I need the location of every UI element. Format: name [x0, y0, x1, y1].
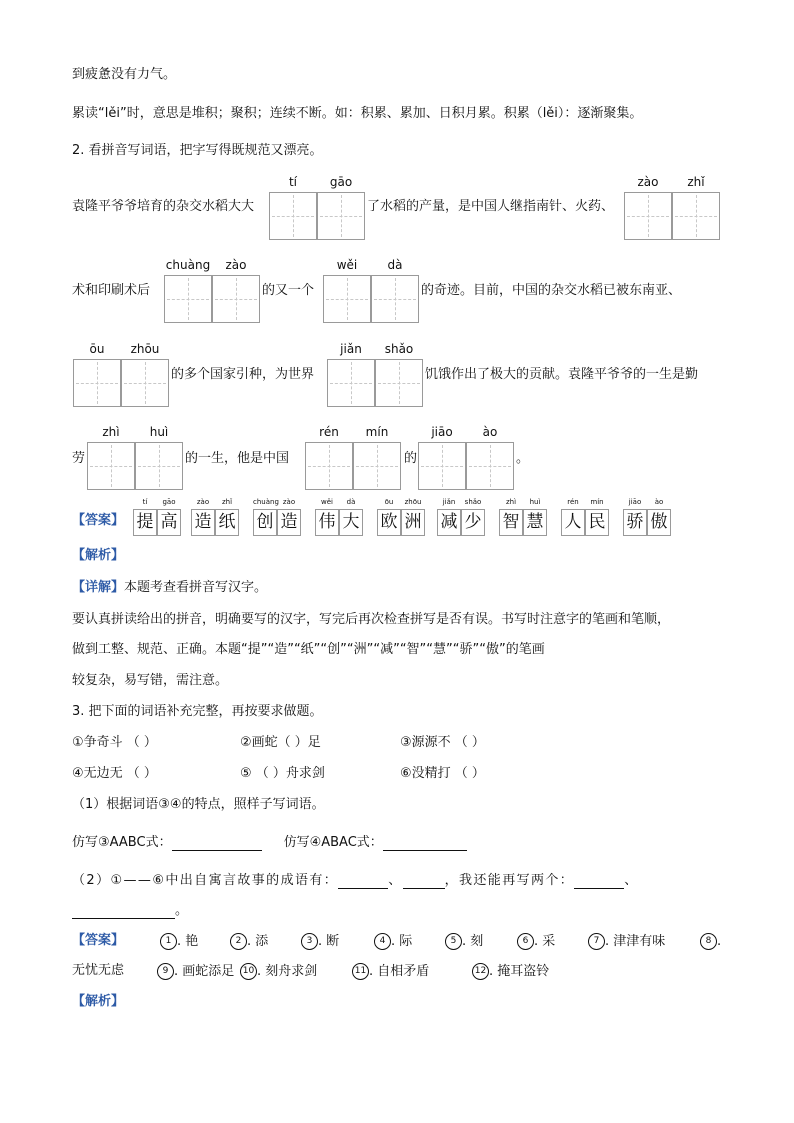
word-item: ③源源不 （ ）: [400, 735, 485, 750]
answer-pinyin: zhì: [505, 498, 517, 506]
blank-line-row: [72, 903, 188, 919]
answer-char: 大: [339, 509, 363, 536]
answer-char: 洲: [401, 509, 425, 536]
writing-box[interactable]: [305, 442, 353, 490]
sub-question-2-text: （2）①——⑥中出自寓言故事的成语有：: [72, 873, 339, 888]
text-line: 累读“lěi”时，意思是堆积；聚积；连续不断。如：积累、累加、日积月累。积累（lěi）：逐渐聚集。: [72, 106, 643, 121]
answer-pinyin: tí: [142, 498, 148, 506]
writing-box[interactable]: [73, 359, 121, 407]
circled-number: 10: [240, 963, 257, 980]
circled-number: 3: [301, 933, 318, 950]
answer-char: 造: [191, 509, 215, 536]
circled-number: 9: [157, 963, 174, 980]
text-line: 的: [404, 451, 418, 466]
blank-line[interactable]: [574, 874, 624, 889]
text-line: 的奇迹。目前，中国的杂交水稻已被东南亚、: [421, 283, 682, 298]
pinyin-label: jiāo: [431, 425, 453, 439]
pinyin-label: ōu: [89, 342, 105, 356]
answer-char: 减: [437, 509, 461, 536]
circled-number: 4: [374, 933, 391, 950]
answer-pinyin: zào: [282, 498, 296, 506]
q3-answer-text: .: [717, 934, 722, 949]
answer-pinyin: rén: [567, 498, 579, 506]
writing-box[interactable]: [121, 359, 169, 407]
q3-answer-text: 无忧无虑: [72, 963, 125, 978]
writing-box[interactable]: [624, 192, 672, 240]
pinyin-label: mín: [365, 425, 389, 439]
blank-line[interactable]: [72, 904, 175, 919]
circled-number: 8: [700, 933, 717, 950]
q3-answer-item: [588, 933, 665, 950]
pinyin-label: gāo: [329, 175, 353, 189]
text-line: 。: [516, 451, 530, 466]
pinyin-label: chuàng: [165, 258, 211, 272]
circled-number: 6: [517, 933, 534, 950]
q3-answer-item: [700, 933, 721, 950]
circled-number: 11: [352, 963, 369, 980]
q3-answer-text: . 掩耳盗铃: [489, 964, 550, 979]
analysis-label: 【解析】: [72, 548, 125, 563]
answer-pinyin: zhōu: [404, 498, 422, 506]
answer-pinyin: jiǎn: [442, 498, 456, 506]
circled-number: 2: [230, 933, 247, 950]
answer-pinyin: chuàng: [253, 498, 279, 506]
period: 。: [175, 903, 189, 918]
writing-box[interactable]: [87, 442, 135, 490]
sub-question-2-text: ，我还能再写两个：: [444, 873, 575, 888]
q3-answer-item: [157, 963, 234, 980]
q3-answer-text: . 际: [391, 934, 413, 949]
writing-box[interactable]: [353, 442, 401, 490]
circled-number: 12: [472, 963, 489, 980]
answer-pinyin: gāo: [162, 498, 176, 506]
text-line: 要认真拼读给出的拼音，明确要写的汉字，写完后再次检查拼写是否有误。书写时注意字的笔画和笔顺，: [72, 612, 671, 627]
answer-char: 少: [461, 509, 485, 536]
word-item: ①争奇斗 （ ）: [72, 735, 157, 750]
writing-box[interactable]: [672, 192, 720, 240]
q3-answer-text: . 艳: [177, 934, 199, 949]
answer-pinyin: dà: [346, 498, 356, 506]
writing-box[interactable]: [466, 442, 514, 490]
pinyin-label: shǎo: [384, 342, 414, 356]
writing-box[interactable]: [418, 442, 466, 490]
question-3-title: 3. 把下面的词语补充完整，再按要求做题。: [72, 704, 323, 719]
text-line: 袁隆平爷爷培育的杂交水稻大大: [72, 199, 255, 214]
answer-char: 欧: [377, 509, 401, 536]
writing-box[interactable]: [212, 275, 260, 323]
q3-answer-item: [160, 933, 198, 950]
writing-box[interactable]: [371, 275, 419, 323]
answer-label: 【答案】: [72, 933, 125, 948]
answer-char: 创: [253, 509, 277, 536]
pinyin-label: zhōu: [130, 342, 160, 356]
writing-box[interactable]: [135, 442, 183, 490]
q3-answer-item: [374, 933, 412, 950]
q3-answer-text: . 刻: [462, 934, 484, 949]
detail-text: 本题考查看拼音写汉字。: [124, 580, 268, 595]
q3-answer-text: . 津津有味: [605, 934, 666, 949]
q3-answer-text: . 断: [318, 934, 340, 949]
writing-box[interactable]: [269, 192, 317, 240]
answer-char: 智: [499, 509, 523, 536]
answer-pinyin: wěi: [321, 498, 333, 506]
answer-pinyin: zào: [196, 498, 210, 506]
pinyin-label: wěi: [336, 258, 358, 272]
pinyin-label: rén: [319, 425, 339, 439]
writing-box[interactable]: [317, 192, 365, 240]
q3-answer-text: . 自相矛盾: [369, 964, 430, 979]
answer-pinyin: ōu: [384, 498, 394, 506]
q3-answer-item: [352, 963, 429, 980]
imitation-line: [72, 835, 467, 851]
answer-pinyin: zhǐ: [221, 498, 233, 506]
q3-answer-item: [517, 933, 555, 950]
detail-line: [72, 580, 267, 596]
q3-answer-item: [72, 963, 124, 979]
pinyin-label: ào: [482, 425, 498, 439]
writing-box[interactable]: [327, 359, 375, 407]
answer-char: 伟: [315, 509, 339, 536]
q3-answer-item: [240, 963, 317, 980]
pinyin-label: zào: [225, 258, 247, 272]
q3-answer-text: . 添: [247, 934, 269, 949]
imitation-label: 仿写③AABC式：: [72, 835, 172, 850]
text-line: 了水稻的产量，是中国人继指南针、火药、: [367, 199, 615, 214]
q3-answer-item: [230, 933, 268, 950]
q3-answer-item: [472, 963, 549, 980]
circled-number: 1: [160, 933, 177, 950]
text-line: 的多个国家引种，为世界: [171, 367, 315, 382]
blank-line[interactable]: [172, 836, 262, 851]
answer-label: 【答案】: [72, 513, 125, 528]
pinyin-label: jiǎn: [340, 342, 362, 356]
answer-pinyin: shǎo: [464, 498, 482, 506]
answer-char: 慧: [523, 509, 547, 536]
pinyin-label: dà: [387, 258, 403, 272]
answer-char: 高: [157, 509, 181, 536]
answer-char: 纸: [215, 509, 239, 536]
blank-line[interactable]: [383, 836, 467, 851]
q3-answer-text: . 画蛇添足: [174, 964, 235, 979]
writing-box[interactable]: [323, 275, 371, 323]
q3-answer-text: . 刻舟求剑: [257, 964, 318, 979]
answer-pinyin: mín: [590, 498, 604, 506]
pinyin-label: tí: [288, 175, 298, 189]
text-line: 较复杂，易写错，需注意。: [72, 673, 229, 688]
word-item: ④无边无 （ ）: [72, 766, 157, 781]
writing-box[interactable]: [375, 359, 423, 407]
sub-question-1: （1）根据词语③④的特点，照样子写词语。: [72, 797, 325, 812]
separator: 、: [388, 873, 403, 888]
answer-char: 民: [585, 509, 609, 536]
pinyin-label: zào: [637, 175, 659, 189]
question-2-title: 2. 看拼音写词语，把字写得既规范又漂亮。: [72, 143, 323, 158]
answer-char: 傲: [647, 509, 671, 536]
q3-answer-item: [445, 933, 483, 950]
answer-pinyin: huì: [529, 498, 541, 506]
word-item: ②画蛇（ ）足: [240, 735, 321, 750]
text-line: 的一生，他是中国: [185, 451, 290, 466]
pinyin-label: zhǐ: [687, 175, 705, 189]
answer-pinyin: jiāo: [628, 498, 642, 506]
blank-line[interactable]: [338, 874, 388, 889]
circled-number: 5: [445, 933, 462, 950]
text-line: 术和印刷术后: [72, 283, 151, 298]
circled-number: 7: [588, 933, 605, 950]
word-item: ⑥没精打 （ ）: [400, 766, 485, 781]
answer-char: 骄: [623, 509, 647, 536]
text-line: 劳: [72, 451, 86, 466]
imitation-label: 仿写④ABAC式：: [283, 835, 383, 850]
text-line: 到疲惫没有力气。: [72, 67, 177, 82]
text-line: 的又一个: [262, 283, 315, 298]
separator: 、: [624, 873, 639, 888]
answer-char: 人: [561, 509, 585, 536]
writing-box[interactable]: [164, 275, 212, 323]
answer-char: 造: [277, 509, 301, 536]
q3-answer-text: . 采: [534, 934, 556, 949]
pinyin-label: zhì: [102, 425, 120, 439]
answer-pinyin: ào: [654, 498, 664, 506]
answer-char: 提: [133, 509, 157, 536]
word-item: ⑤ （ ）舟求剑: [240, 766, 325, 781]
sub-question-2: [72, 873, 639, 889]
detail-label: 【详解】: [72, 580, 125, 595]
pinyin-label: huì: [149, 425, 169, 439]
analysis-label: 【解析】: [72, 994, 125, 1009]
text-line: 做到工整、规范、正确。本题“提”“造”“纸”“创”“洲”“减”“智”“慧”“骄”“傲”的笔画: [72, 642, 545, 657]
q3-answer-item: [301, 933, 339, 950]
text-line: 饥饿作出了极大的贡献。袁隆平爷爷的一生是勤: [425, 367, 699, 382]
blank-line[interactable]: [403, 874, 445, 889]
